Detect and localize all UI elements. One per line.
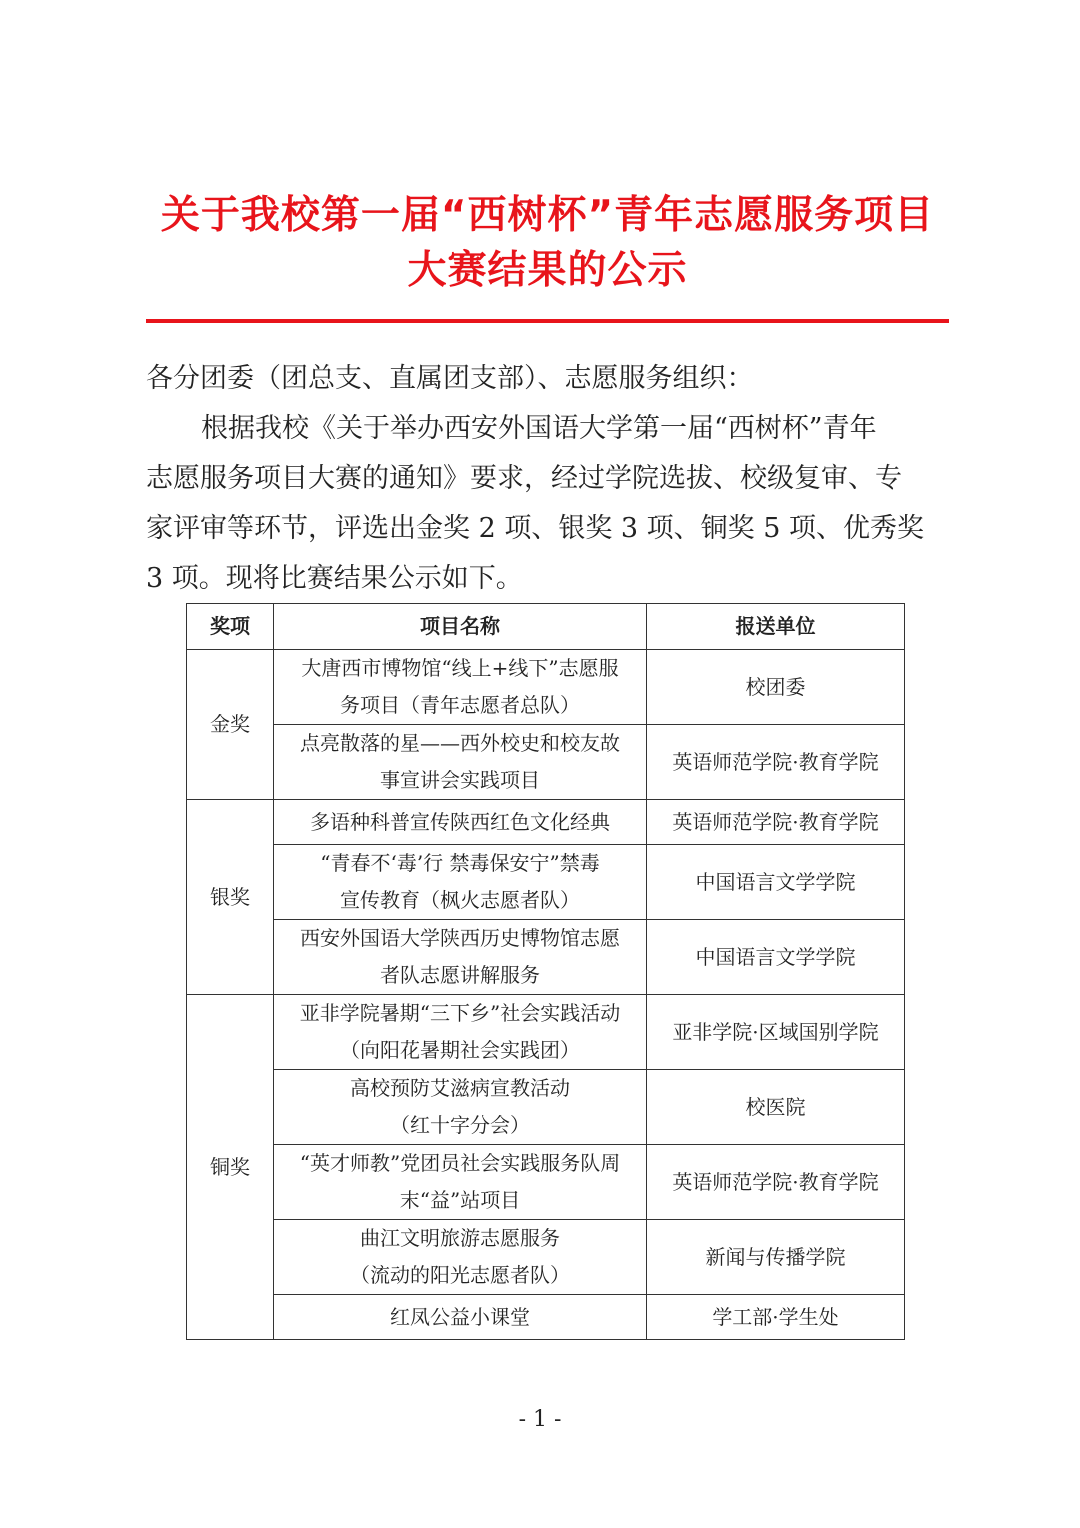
unit-cell: 学工部·学生处 <box>647 1295 905 1340</box>
table-row <box>187 1070 905 1145</box>
project-line: （红十字分会） <box>390 1113 530 1137</box>
title-line-1: 关于我校第一届“西树杯”青年志愿服务项目 <box>160 193 935 238</box>
award-cell: 金奖 <box>187 650 274 800</box>
table-row <box>187 845 905 920</box>
project-cell <box>274 845 647 920</box>
project-line: “青春不‘毒’行 禁毒保安宁”禁毒 <box>320 851 600 875</box>
unit-cell: 英语师范学院·教育学院 <box>647 800 905 845</box>
paragraph-line: 3 项。现将比赛结果公示如下。 <box>146 563 523 594</box>
project-line: 事宣讲会实践项目 <box>380 768 540 792</box>
unit-cell: 校医院 <box>647 1070 905 1145</box>
project-cell <box>274 1295 647 1340</box>
project-cell <box>274 800 647 845</box>
table-row <box>187 995 905 1070</box>
project-line: 西安外国语大学陕西历史博物馆志愿 <box>300 926 620 950</box>
project-cell <box>274 1070 647 1145</box>
table-header-row <box>187 604 905 650</box>
header-award: 奖项 <box>187 604 274 650</box>
paragraph-line: 志愿服务项目大赛的通知》要求，经过学院选拔、校级复审、专 <box>146 463 902 494</box>
table-row <box>187 1220 905 1295</box>
document-title <box>120 188 975 298</box>
unit-cell: 亚非学院·区域国别学院 <box>647 995 905 1070</box>
project-line: 高校预防艾滋病宣教活动 <box>350 1076 570 1100</box>
results-table <box>186 603 905 1340</box>
unit-cell: 中国语言文学学院 <box>647 845 905 920</box>
project-line: （流动的阳光志愿者队） <box>350 1263 570 1287</box>
project-line: 者队志愿讲解服务 <box>380 963 540 987</box>
table-row <box>187 725 905 800</box>
award-cell: 铜奖 <box>187 995 274 1340</box>
project-line: 红凤公益小课堂 <box>390 1304 530 1329</box>
project-line: 多语种科普宣传陕西红色文化经典 <box>310 809 610 834</box>
project-cell <box>274 725 647 800</box>
project-line: 宣传教育（枫火志愿者队） <box>340 888 580 912</box>
unit-cell: 校团委 <box>647 650 905 725</box>
project-cell <box>274 1220 647 1295</box>
table-row <box>187 1145 905 1220</box>
project-cell <box>274 995 647 1070</box>
project-line: 曲江文明旅游志愿服务 <box>360 1226 560 1250</box>
project-line: （向阳花暑期社会实践团） <box>340 1038 580 1062</box>
unit-cell: 英语师范学院·教育学院 <box>647 1145 905 1220</box>
project-cell <box>274 920 647 995</box>
title-line-2: 大赛结果的公示 <box>407 248 688 293</box>
table-row <box>187 920 905 995</box>
title-divider <box>146 319 949 323</box>
page-number: - 1 - <box>518 1407 562 1432</box>
unit-cell: 中国语言文学学院 <box>647 920 905 995</box>
project-cell <box>274 650 647 725</box>
table-row <box>187 800 905 845</box>
project-line: 亚非学院暑期“三下乡”社会实践活动 <box>299 1001 621 1025</box>
project-cell <box>274 1145 647 1220</box>
paragraph-line: 家评审等环节，评选出金奖 2 项、银奖 3 项、铜奖 5 项、优秀奖 <box>146 513 925 544</box>
project-line: 点亮散落的星——西外校史和校友故 <box>300 731 620 755</box>
table-row <box>187 650 905 725</box>
salutation: 各分团委（团总支、直属团支部）、志愿服务组织： <box>146 363 754 394</box>
header-project-name: 项目名称 <box>274 604 647 650</box>
body-paragraph <box>146 404 946 604</box>
project-line: “英才师教”党团员社会实践服务队周 <box>299 1151 621 1175</box>
project-line: 大唐西市博物馆“线上+线下”志愿服 <box>301 656 619 680</box>
unit-cell: 新闻与传播学院 <box>647 1220 905 1295</box>
unit-cell: 英语师范学院·教育学院 <box>647 725 905 800</box>
award-cell: 银奖 <box>187 800 274 995</box>
paragraph-line: 根据我校《关于举办西安外国语大学第一届“西树杯”青年 <box>201 413 877 444</box>
project-line: 务项目（青年志愿者总队） <box>340 693 580 717</box>
table-row <box>187 1295 905 1340</box>
header-unit: 报送单位 <box>647 604 905 650</box>
project-line: 末“益”站项目 <box>399 1188 521 1212</box>
